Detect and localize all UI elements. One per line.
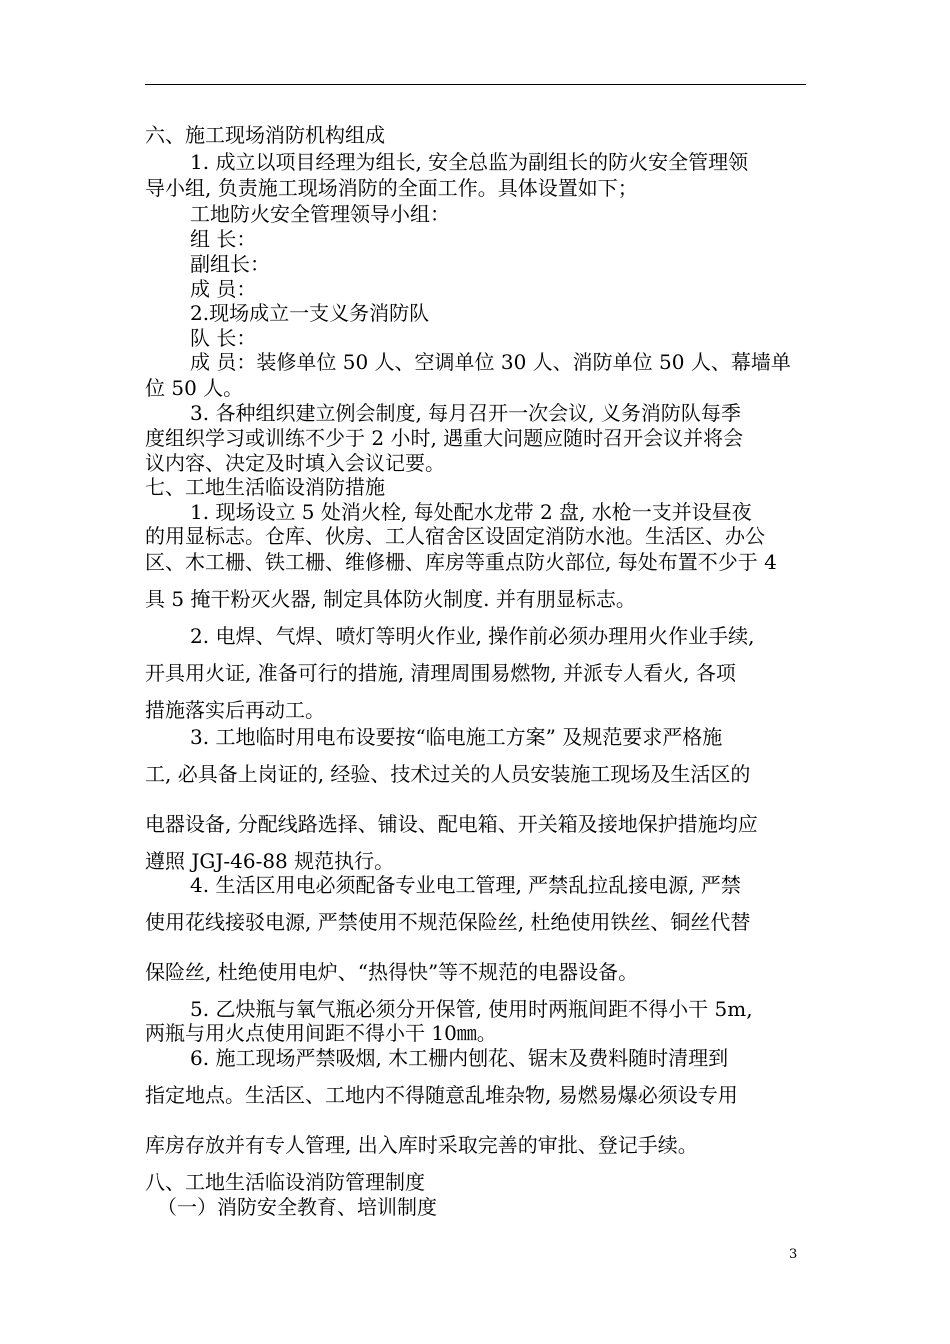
- paragraph-line: 成 员：: [190, 277, 257, 301]
- section-heading-8: 八、工地生活临设消防管理制度: [145, 1170, 425, 1194]
- paragraph-line: 1. 成立以项目经理为组长, 安全总监为副组长的防火安全管理领: [190, 150, 749, 174]
- paragraph-line: 工地防火安全管理领导小组：: [190, 202, 450, 226]
- paragraph-line: 议内容、决定及时填入会议记要。: [145, 451, 445, 475]
- paragraph-line: 遵照 JGJ-46-88 规范执行。: [145, 849, 395, 873]
- paragraph-line: 2.现场成立一支义务消防队: [190, 301, 430, 325]
- paragraph-line: 工, 必具备上岗证的, 经验、技术过关的人员安装施工现场及生活区的: [145, 762, 751, 786]
- paragraph-line: 保险丝, 杜绝使用电炉、“热得快”等不规范的电器设备。: [145, 960, 639, 984]
- paragraph-line: 6. 施工现场严禁吸烟, 木工栅内刨花、锯末及费料随时清理到: [190, 1046, 729, 1070]
- paragraph-line: 的用显标志。仓库、伙房、工人宿舍区设固定消防水池。生活区、办公: [145, 524, 765, 548]
- paragraph-line: 指定地点。生活区、工地内不得随意乱堆杂物, 易燃易爆必须设专用: [145, 1083, 738, 1107]
- header-rule: [145, 84, 806, 85]
- paragraph-line: 2. 电焊、气焊、喷灯等明火作业, 操作前必须办理用火作业手续,: [190, 624, 755, 648]
- paragraph-line: 措施落实后再动工。: [145, 698, 325, 722]
- subsection-heading: （一）消防安全教育、培训制度: [157, 1195, 437, 1219]
- paragraph-line: 电器设备, 分配线路选择、铺设、配电箱、开关箱及接地保护措施均应: [145, 812, 758, 836]
- paragraph-line: 5. 乙炔瓶与氧气瓶必须分开保管, 使用时两瓶间距不得小干 5m,: [190, 997, 753, 1021]
- paragraph-line: 成 员：装修单位 50 人、空调单位 30 人、消防单位 50 人、幕墙单: [190, 350, 791, 374]
- paragraph-line: 开具用火证, 准备可行的措施, 清理周围易燃物, 并派专人看火, 各项: [145, 661, 736, 685]
- paragraph-line: 1. 现场设立 5 处消火栓, 每处配水龙带 2 盘, 水枪一支并设昼夜: [190, 500, 752, 524]
- paragraph-line: 队 长：: [190, 326, 257, 350]
- paragraph-line: 3. 各种组织建立例会制度, 每月召开一次会议, 义务消防队每季: [190, 401, 741, 425]
- section-heading-7: 七、工地生活临设消防措施: [145, 475, 385, 499]
- paragraph-line: 两瓶与用火点使用间距不得小干 10㎜。: [145, 1021, 497, 1045]
- page-number: 3: [789, 1247, 798, 1262]
- paragraph-line: 区、木工栅、铁工栅、维修栅、库房等重点防火部位, 每处布置不少于 4: [145, 550, 777, 574]
- paragraph-line: 组 长：: [190, 227, 257, 251]
- paragraph-line: 度组织学习或训练不少于 2 小时, 遇重大问题应随时召开会议并将会: [145, 426, 744, 450]
- paragraph-line: 4. 生活区用电必须配备专业电工管理, 严禁乱拉乱接电源, 严禁: [190, 873, 741, 897]
- paragraph-line: 导小组, 负责施工现场消防的全面工作。具体设置如下；: [145, 176, 638, 200]
- section-heading-6: 六、施工现场消防机构组成: [145, 123, 385, 147]
- paragraph-line: 3. 工地临时用电布设要按“临电施工方案” 及规范要求严格施: [190, 725, 723, 749]
- paragraph-line: 位 50 人。: [145, 376, 244, 400]
- paragraph-line: 具 5 掩干粉灭火器, 制定具体防火制度. 并有朋显标志。: [145, 587, 636, 611]
- paragraph-line: 副组长：: [190, 252, 270, 276]
- paragraph-line: 库房存放并有专人管理, 出入库时采取完善的审批、登记手续。: [145, 1133, 698, 1157]
- paragraph-line: 使用花线接驳电源, 严禁使用不规范保险丝, 杜绝使用铁丝、铜丝代替: [145, 910, 751, 934]
